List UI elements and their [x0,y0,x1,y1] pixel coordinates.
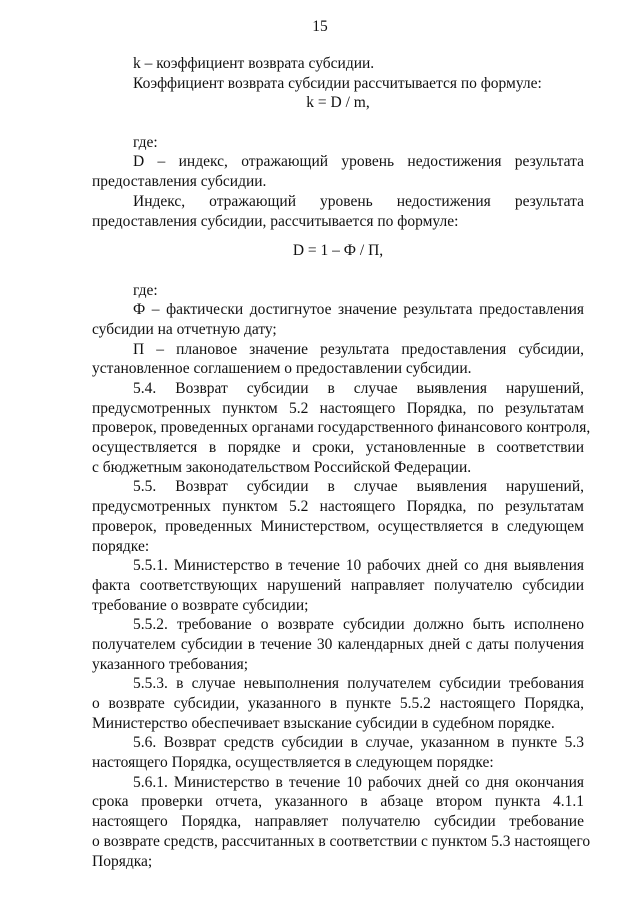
text-line: где: [133,133,158,151]
text-line: проверок, проведенных органами государственного финансового контроля, [92,419,591,437]
text-line: предоставления субсидии, рассчитывается по формуле: [92,212,459,230]
text-line: настоящего Порядка, осуществляется в следующем порядке: [92,754,494,772]
text-line: предусмотренных пунктом 5.2 настоящего Порядка, по результатам [92,399,584,417]
text-line: предусмотренных пунктом 5.2 настоящего Порядка, по результатам [92,498,584,516]
text-line: 5.5.3. в случае невыполнения получателем субсидии требования [133,675,584,693]
text-line: проверок, проведенных Министерством, осуществляется в следующем [92,517,584,535]
text-line: Министерство обеспечивает взыскание субсидии в судебном порядке. [92,714,555,732]
text-line: 5.6. Возврат средств субсидии в случае, указанном в пункте 5.3 [133,734,584,752]
text-line: 5.4. Возврат субсидии в случае выявления нарушений, [133,380,584,397]
text-line: Ф – фактически достигнутое значение результата предоставления [133,301,584,319]
text-line: Коэффициент возврата субсидии рассчитывается по формуле: [133,74,542,92]
text-line: где: [133,281,158,299]
text-line: требование о возврате субсидии; [92,596,309,614]
text-line: П – плановое значение результата предоставления субсидии, [133,340,584,358]
text-line: Порядка; [92,852,153,870]
formula-line: k = D / m, [306,94,370,112]
text-line: установленное соглашением о предоставлении субсидии. [92,360,472,378]
text-line: 5.6.1. Министерство в течение 10 рабочих дней со дня окончания [133,773,584,791]
line-spacer [92,231,584,241]
text-line: D – индекс, отражающий уровень недостижения результата [133,153,584,171]
text-line: 5.5. Возврат субсидии в случае выявления нарушений, [133,478,584,496]
page-number: 15 [312,18,328,35]
text-line: предоставления субсидии. [92,173,267,191]
text-line: осуществляется в порядке и сроки, установленные в соответствии [92,439,584,457]
document-body [92,54,591,871]
text-line: порядке: [92,537,150,555]
text-line: о возврате субсидии, указанного в пункте 5.5.2 настоящего Порядка, [92,695,584,712]
text-line: k – коэффициент возврата субсидии. [133,55,375,72]
formula-line: D = 1 – Ф / П, [292,242,384,260]
text-line: факта соответствующих нарушений направляет получателю субсидии [92,576,584,594]
text-line: указанного требования; [92,655,249,673]
text-line: субсидии на отчетную дату; [92,320,277,338]
line-spacer [92,261,584,281]
line-spacer [92,113,584,133]
text-line: о возврате средств, рассчитанных в соответствии с пунктом 5.3 настоящего [92,832,591,850]
text-line: 5.5.2. требование о возврате субсидии должно быть исполнено [133,616,584,634]
text-line: 5.5.1. Министерство в течение 10 рабочих дней со дня выявления [133,557,584,575]
text-line: с бюджетным законодательством Российской Федерации. [92,458,472,476]
text-line: Индекс, отражающий уровень недостижения результата [133,192,584,210]
text-line: получателем субсидии в течение 30 календарных дней с даты получения [92,635,584,653]
text-line: настоящего Порядка, направляет получателю субсидии требование [92,813,584,831]
text-line: срока проверки отчета, указанного в абзаце втором пункта 4.1.1 [92,793,584,811]
